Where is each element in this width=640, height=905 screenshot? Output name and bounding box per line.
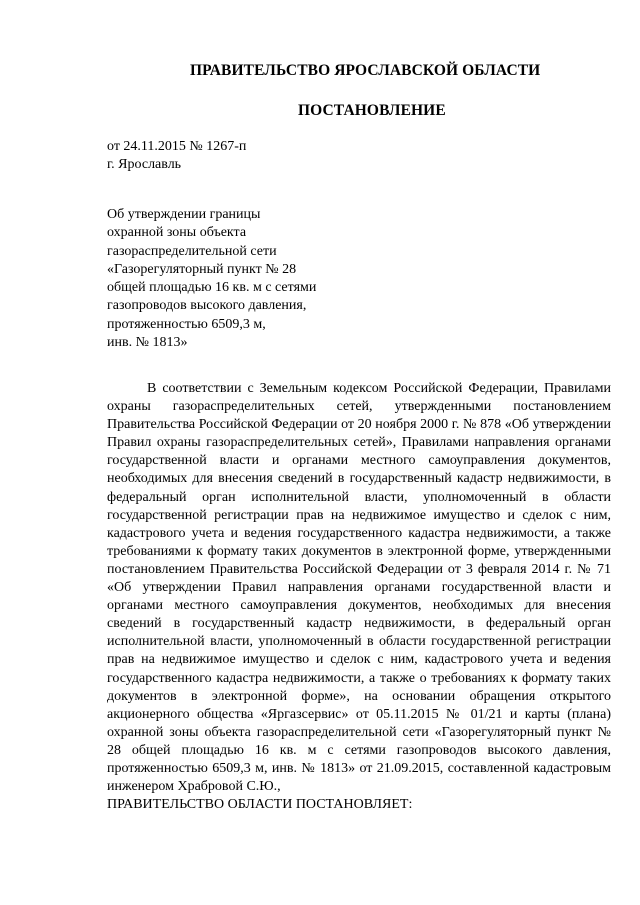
subject-line: газораспределительной сети (107, 243, 277, 259)
subject-line: охранной зоны объекта (107, 225, 247, 241)
preamble-paragraph: В соответствии с Земельным кодексом Российской Федерации, Правилами охраны газораспределительных сетей, утвержденными постановлением Правительства Российской Федерации от 20 ноября 2000 г. № 878 «Об утверждении Правил охраны газораспределительных сетей», Правилами направления органами государственной власти и органами местного самоуправления документов, необходимых для внесения сведений в государственный кадастр недвижимости, в федеральный орган исполнительной власти, уполномоченный в области государственной регистрации прав на недвижимое имущество и сделок с ним, кадастрового учета и ведения государственного кадастра недвижимости, а также требованиями к формату таких документов в электронной форме, утвержденными постановлением Правительства Российской Федерации от 3 февраля 2014 г. № 71 «Об утверждении Правил направления органами государственной власти и органами местного самоуправления документов, необходимых для внесения сведений в государственный кадастр недвижимости, в федеральный орган исполнительной власти, уполномоченный в области государственной регистрации прав на недвижимое имущество и сделок с ним, кадастрового учета и ведения государственного кадастра недвижимости, а также о требованиях к формату таких документов в электронной форме», на основании обращения открытого акционерного общества «Яргазсервис» от 05.11.2015 № 01/21 и карты (плана) охранной зоны объекта газораспределительной сети «Газорегуляторный пункт № 28 общей площадью 16 кв. м с сетями газопроводов высокого давления, протяженностью 6509,3 м, инв. № 1813» от 21.09.2015, составленной кадастровым инженером Храбровой С.Ю., (107, 381, 611, 795)
subject-line: газопроводов высокого давления, (107, 298, 307, 314)
date-number: от 24.11.2015 № 1267-п (107, 139, 247, 154)
document-type-title: ПОСТАНОВЛЕНИЕ (298, 102, 446, 119)
resolution-line: ПРАВИТЕЛЬСТВО ОБЛАСТИ ПОСТАНОВЛЯЕТ: (107, 797, 413, 813)
subject-line: Об утверждении границы (107, 207, 261, 222)
subject-line: инв. № 1813» (107, 335, 188, 351)
subject-line: «Газорегуляторный пункт № 28 (107, 261, 297, 277)
subject-line: общей площадью 16 кв. м с сетями (107, 280, 317, 296)
city: г. Ярославль (107, 157, 182, 172)
organization-title: ПРАВИТЕЛЬСТВО ЯРОСЛАВСКОЙ ОБЛАСТИ (190, 62, 541, 79)
document-body (107, 380, 611, 814)
document-subject (107, 206, 367, 352)
subject-line: протяженностью 6509,3 м, (107, 316, 266, 332)
